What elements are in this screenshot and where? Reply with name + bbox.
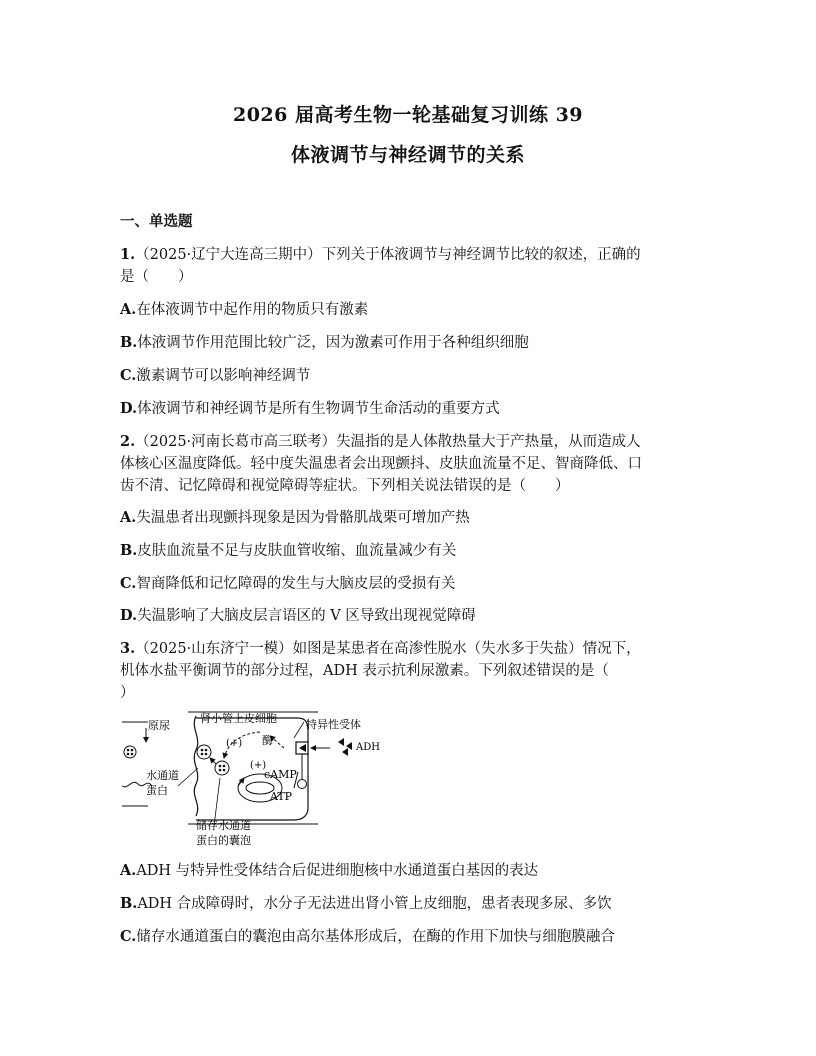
- option-letter: A.: [120, 301, 137, 318]
- q2-option-b: [120, 540, 710, 562]
- q3-stem-text: （2025·山东济宁一模）如图是某患者在高渗性脱水（失水多于失盐）情况下，: [135, 641, 641, 657]
- q1-option-c: [120, 365, 710, 387]
- q1-option-d: [120, 398, 710, 420]
- section-heading: 一、单选题: [120, 213, 193, 230]
- q1-stem-line1: [120, 244, 700, 266]
- option-text: 体液调节作用范围比较广泛，因为激素可作用于各种组织细胞: [137, 335, 529, 351]
- label-shenxiaoguan: 肾小管上皮细胞: [200, 712, 277, 725]
- adh-regulation-figure: [118, 708, 408, 848]
- label-mei: 酶: [262, 734, 273, 747]
- option-letter: B.: [120, 542, 138, 559]
- option-letter: C.: [120, 575, 137, 592]
- option-letter: D.: [120, 607, 138, 624]
- label-camp: cAMP: [264, 768, 297, 781]
- q2-stem-line1: [120, 431, 700, 453]
- label-plus1: (+): [226, 738, 243, 749]
- option-text: 智商降低和记忆障碍的发生与大脑皮层的受损有关: [136, 576, 456, 592]
- apical-membrane: [194, 716, 197, 816]
- option-text: 失温影响了大脑皮层言语区的 V 区导致出现视觉障碍: [137, 608, 476, 624]
- option-text: 在体液调节中起作用的物质只有激素: [136, 302, 369, 318]
- q3-stem-line1: [120, 638, 700, 660]
- q2-option-a: [120, 507, 710, 529]
- label-adh: ADH: [356, 742, 380, 753]
- doc-title: 2026 届高考生物一轮基础复习训练 39: [232, 104, 584, 126]
- option-text: 皮肤血流量不足与皮肤血管收缩、血流量减少有关: [137, 543, 457, 559]
- q2-option-d: [120, 605, 710, 627]
- q3-stem-line3: ）: [120, 685, 135, 701]
- q1-option-b: [120, 332, 710, 354]
- option-letter: C.: [120, 367, 137, 384]
- option-letter: D.: [120, 400, 138, 417]
- option-letter: B.: [120, 895, 138, 912]
- option-text: 激素调节可以影响神经调节: [136, 368, 311, 384]
- q3-number: 3.: [120, 640, 136, 657]
- label-yuanniao: 原尿: [148, 719, 170, 732]
- water-channel-symbol: [124, 746, 136, 758]
- label-shuitongdao-2: 蛋白: [146, 784, 168, 797]
- q2-stem-line3: 齿不清、记忆障碍和视觉障碍等症状。下列相关说法错误的是（ ）: [120, 478, 570, 494]
- q2-number: 2.: [120, 433, 136, 450]
- label-chucun-2: 蛋白的囊泡: [196, 834, 251, 847]
- option-text: ADH 与特异性受体结合后促进细胞核中水通道蛋白基因的表达: [136, 863, 539, 879]
- option-letter: A.: [120, 862, 137, 879]
- doc-subtitle: 体液调节与神经调节的关系: [290, 144, 525, 166]
- label-teyixing: 特异性受体: [306, 718, 361, 731]
- option-letter: C.: [120, 928, 137, 945]
- label-chucun-1: 储存水通道: [196, 819, 251, 832]
- option-text: ADH 合成障碍时，水分子无法进出肾小管上皮细胞，患者表现多尿、多饮: [137, 896, 612, 912]
- q1-option-a: [120, 299, 710, 321]
- q2-stem-line2: 体核心区温度降低。轻中度失温患者会出现颤抖、皮肤血流量不足、智商降低、口: [120, 456, 642, 472]
- q3-option-c: [120, 926, 710, 948]
- q3-option-b: [120, 893, 710, 915]
- label-shuitongdao-1: 水通道: [146, 769, 179, 782]
- q1-stem-line2: 是（ ）: [120, 269, 193, 285]
- q3-option-a: [120, 860, 710, 882]
- option-text: 储存水通道蛋白的囊泡由高尔基体形成后，在酶的作用下加快与细胞膜融合: [136, 929, 615, 945]
- vesicle-water-channel: [215, 761, 229, 775]
- q2-stem-text: （2025·河南长葛市高三联考）失温指的是人体散热量大于产热量，从而造成人: [135, 434, 641, 450]
- adh-molecule: [338, 738, 344, 746]
- q1-stem-text: （2025·辽宁大连高三期中）下列关于体液调节与神经调节比较的叙述，正确的: [135, 247, 641, 263]
- q3-stem-line2: 机体水盐平衡调节的部分过程，ADH 表示抗利尿激素。下列叙述错误的是（: [120, 663, 609, 679]
- label-plus2: (+): [250, 760, 267, 771]
- option-letter: B.: [120, 334, 138, 351]
- option-text: 体液调节和神经调节是所有生物调节生命活动的重要方式: [137, 401, 500, 417]
- membrane-water-channel: [197, 745, 211, 759]
- label-atp: ATP: [270, 790, 293, 803]
- option-letter: A.: [120, 509, 137, 526]
- q2-option-c: [120, 573, 710, 595]
- figure-svg: [118, 708, 408, 848]
- option-text: 失温患者出现颤抖现象是因为骨骼肌战栗可增加产热: [136, 510, 470, 526]
- q1-number: 1.: [120, 246, 136, 263]
